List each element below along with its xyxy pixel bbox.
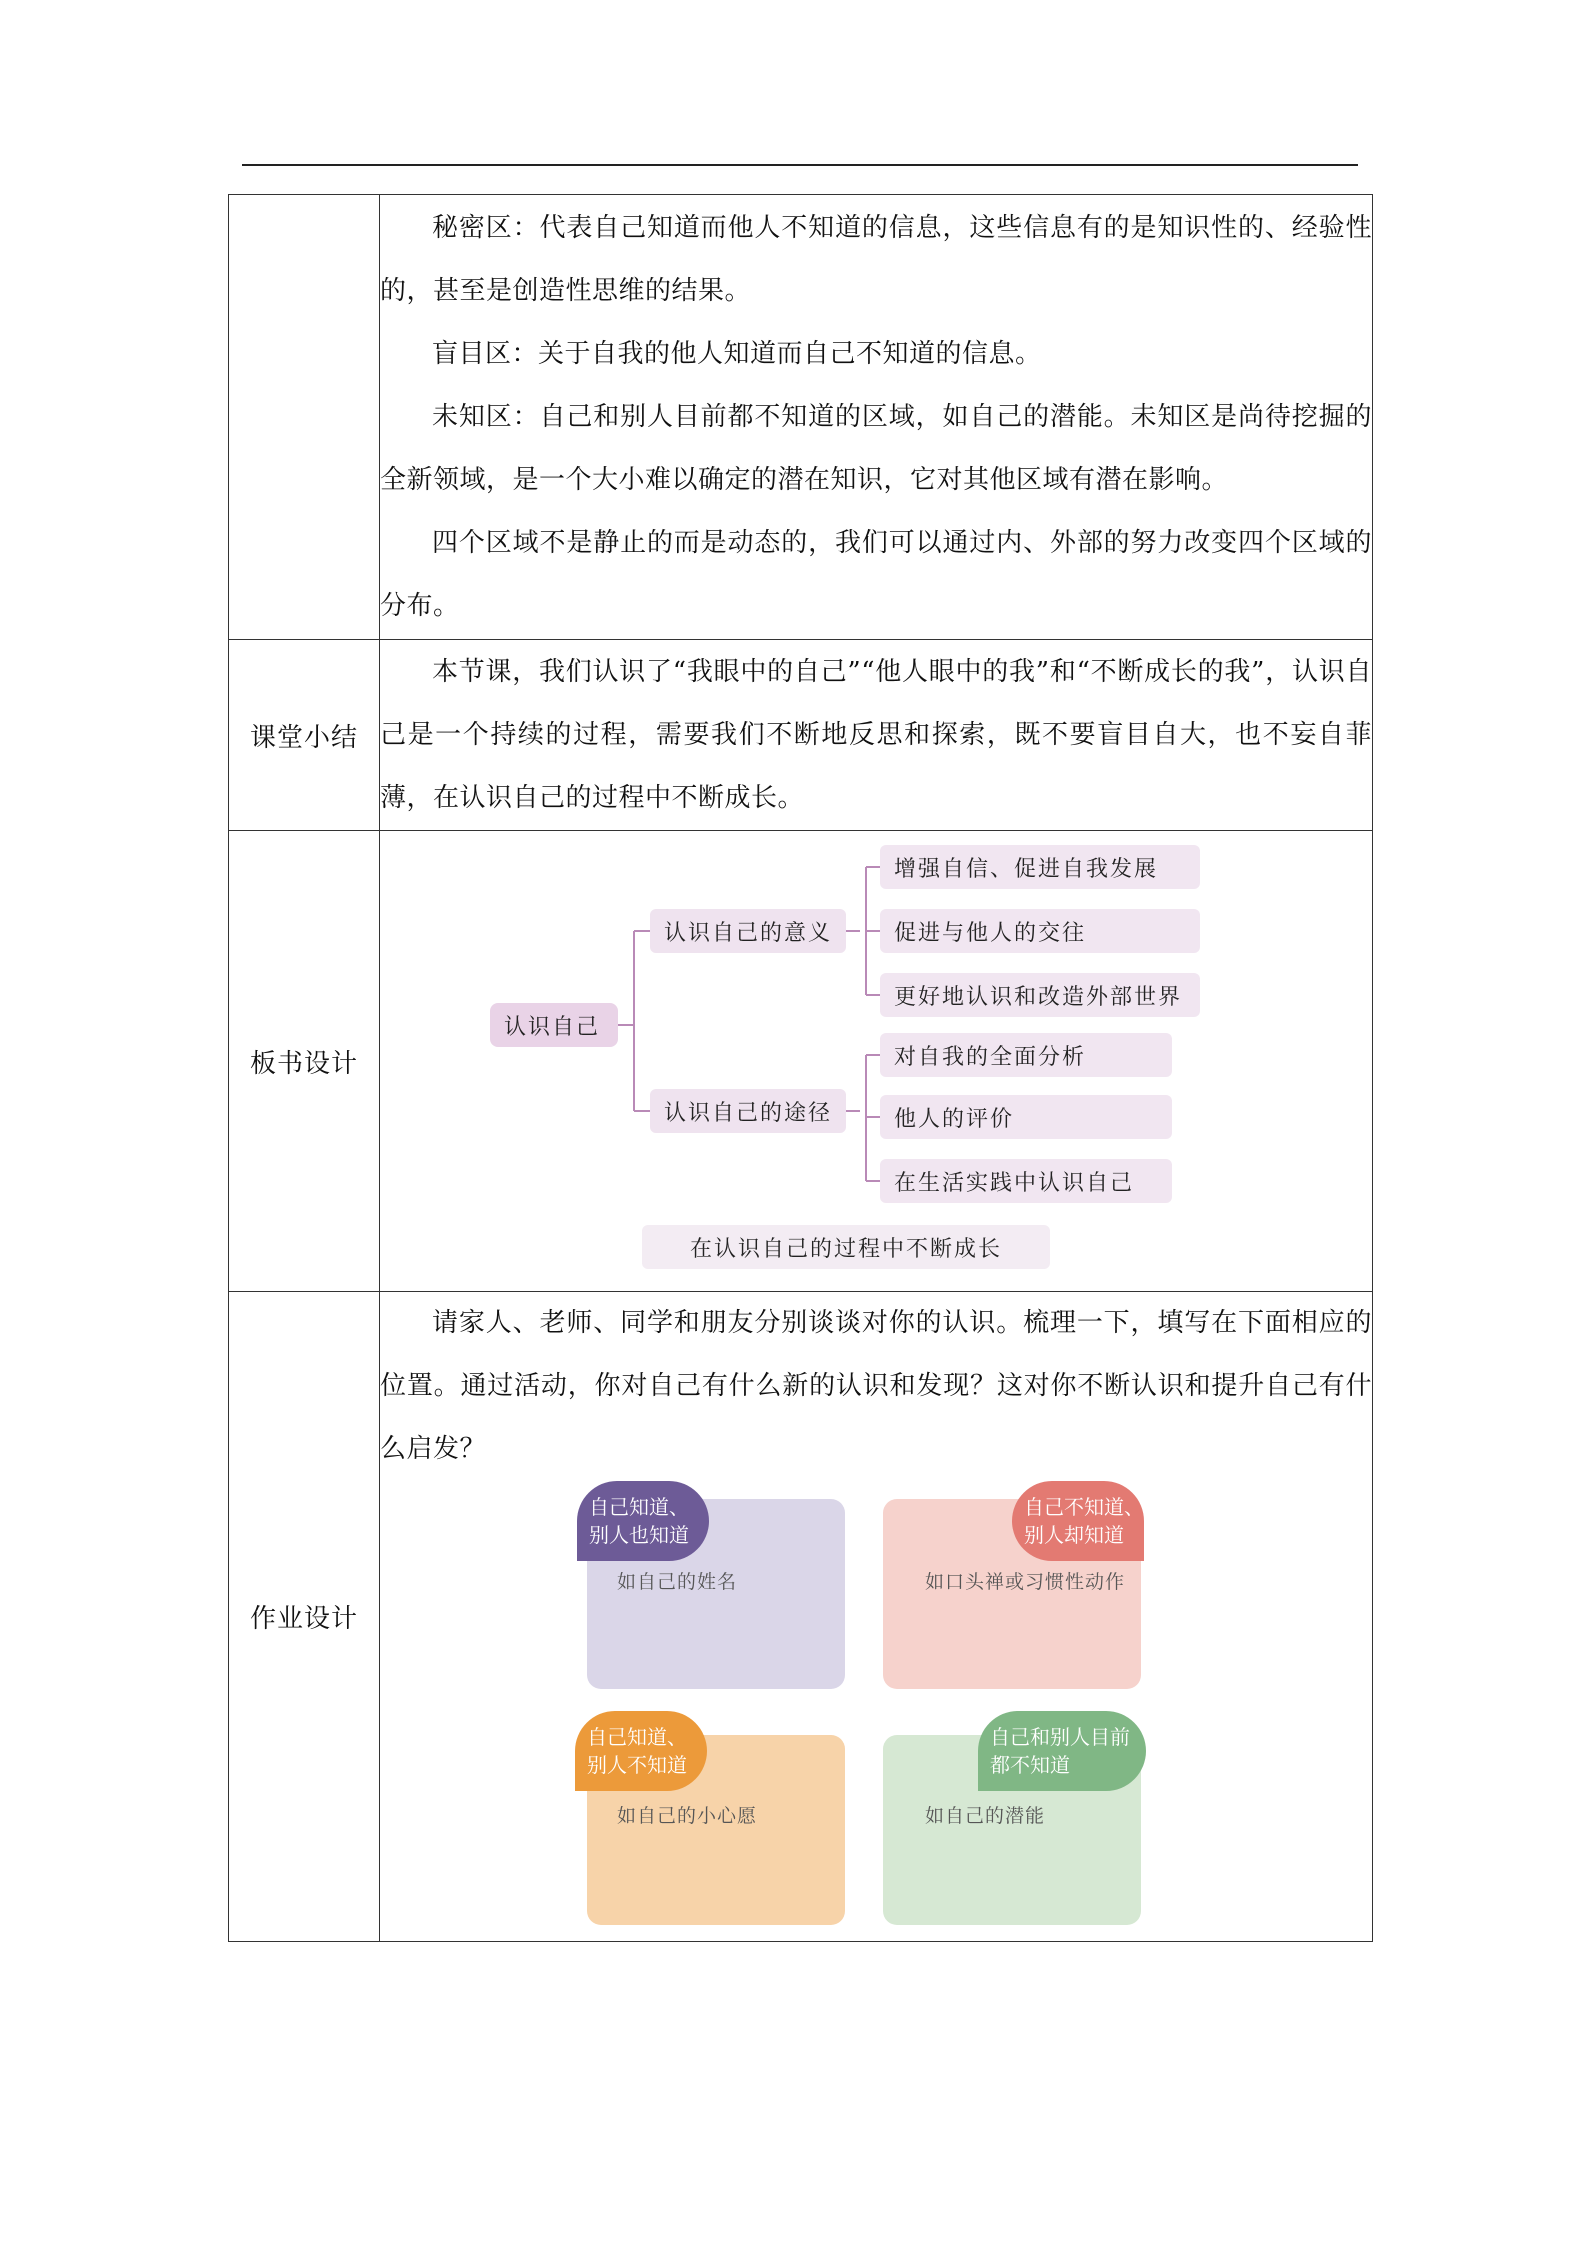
quadrant-tag-open xyxy=(577,1481,709,1561)
paragraph-secret-area: 秘密区：代表自己知道而他人不知道的信息，这些信息有的是知识性的、经验性的，甚至是创造性思维的结果。 xyxy=(380,212,1372,306)
quadrant-example: 如口头禅或习惯性动作 xyxy=(925,1571,1126,1593)
homework-paragraph: 请家人、老师、同学和朋友分别谈谈对你的认识。梳理一下，填写在下面相应的位置。通过活动，你对自己有什么新的认识和发现？这对你不断认识和提升自己有什么启发？ xyxy=(380,1308,1372,1464)
tag-line: 自己知道、 xyxy=(589,1495,689,1519)
mindmap-item: 在生活实践中认识自己 xyxy=(880,1159,1172,1203)
table-row xyxy=(229,195,1373,640)
tag-line: 自己不知道、 xyxy=(1024,1495,1144,1519)
johari-description-cell xyxy=(380,195,1373,640)
paragraph-dynamic-areas: 四个区域不是静止的而是动态的，我们可以通过内、外部的努力改变四个区域的分布。 xyxy=(380,527,1372,621)
quadrant-tag-blind xyxy=(1012,1481,1144,1561)
mindmap xyxy=(380,831,1370,1291)
paragraph-unknown-area: 未知区：自己和别人目前都不知道的区域，如自己的潜能。未知区是尚待挖掘的全新领域，是一个大小难以确定的潜在知识，它对其他区域有潜在影响。 xyxy=(380,401,1372,495)
mindmap-branch-ways: 认识自己的途径 xyxy=(650,1089,846,1133)
homework-cell xyxy=(380,1292,1373,1942)
tag-line: 别人不知道 xyxy=(587,1753,687,1777)
mindmap-item: 促进与他人的交往 xyxy=(880,909,1200,953)
mindmap-connectors xyxy=(380,831,1370,1291)
tag-line: 都不知道 xyxy=(990,1753,1070,1777)
johari-quadrants xyxy=(366,1481,1466,1941)
table-row xyxy=(229,1292,1373,1942)
quadrant-tag-unknown xyxy=(978,1711,1146,1791)
quadrant-example: 如自己的小心愿 xyxy=(617,1805,758,1827)
paragraph-blind-area: 盲目区：关于自我的他人知道而自己不知道的信息。 xyxy=(432,338,1042,369)
tag-line: 自己知道、 xyxy=(587,1725,687,1749)
table-row xyxy=(229,831,1373,1292)
header-rule xyxy=(242,164,1358,166)
row-label-empty xyxy=(229,195,380,640)
summary-cell xyxy=(380,640,1373,831)
mindmap-item: 增强自信、促进自我发展 xyxy=(880,845,1200,889)
mindmap-root: 认识自己 xyxy=(490,1003,618,1047)
table-row xyxy=(229,640,1373,831)
mindmap-item: 对自我的全面分析 xyxy=(880,1033,1172,1077)
mindmap-bottom-conclusion: 在认识自己的过程中不断成长 xyxy=(642,1225,1050,1269)
row-label-board-design: 板书设计 xyxy=(229,831,380,1292)
quadrant-example: 如自己的潜能 xyxy=(925,1805,1046,1827)
row-label-homework: 作业设计 xyxy=(229,1292,380,1942)
quadrant-example: 如自己的姓名 xyxy=(617,1571,738,1593)
mindmap-item: 他人的评价 xyxy=(880,1095,1172,1139)
board-design-cell xyxy=(380,831,1373,1292)
tag-line: 别人也知道 xyxy=(589,1523,689,1547)
tag-line: 别人却知道 xyxy=(1024,1523,1124,1547)
tag-line: 自己和别人目前 xyxy=(990,1725,1130,1749)
mindmap-item: 更好地认识和改造外部世界 xyxy=(880,973,1200,1017)
lesson-plan-table xyxy=(228,194,1373,1942)
quadrant-tag-secret xyxy=(575,1711,707,1791)
row-label-summary: 课堂小结 xyxy=(229,640,380,831)
summary-paragraph: 本节课，我们认识了“我眼中的自己”“他人眼中的我”和“不断成长的我”，认识自己是一个持续的过程，需要我们不断地反思和探索，既不要盲目自大，也不妄自菲薄，在认识自己的过程中不断成长。 xyxy=(380,656,1372,813)
mindmap-branch-meaning: 认识自己的意义 xyxy=(650,909,846,953)
